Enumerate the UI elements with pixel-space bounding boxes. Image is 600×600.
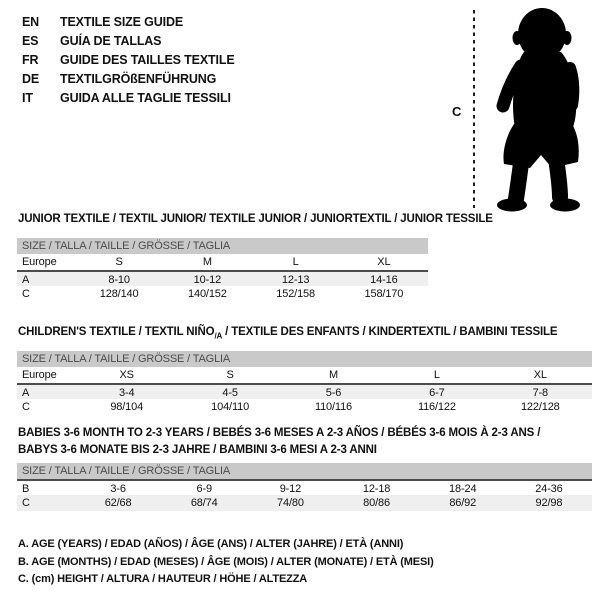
cell: 68/74 <box>190 497 218 509</box>
language-code: DE <box>22 71 40 86</box>
language-title: TEXTILE SIZE GUIDE <box>60 14 184 29</box>
cell: C <box>22 401 30 413</box>
cell: L <box>292 256 299 268</box>
cell: 18-24 <box>449 483 477 495</box>
cell: 7-8 <box>532 387 549 399</box>
title-text: CHILDREN'S TEXTILE / TEXTIL NIÑO <box>18 326 215 338</box>
cell: 9-12 <box>279 483 302 495</box>
cell: 104/110 <box>211 401 250 413</box>
height-measure-label: C <box>452 104 462 119</box>
language-title: GUIDA ALLE TAGLIE TESSILI <box>60 90 231 105</box>
language-title: GUÍA DE TALLAS <box>60 33 162 48</box>
cell: 140/152 <box>188 288 227 300</box>
language-code: ES <box>22 33 39 48</box>
cell: S <box>115 256 123 268</box>
cell: A <box>22 387 30 399</box>
cell: 110/116 <box>314 401 353 413</box>
cell: 14-16 <box>370 274 398 286</box>
cell: 3-6 <box>110 483 126 495</box>
list-item <box>22 88 235 107</box>
list-item <box>22 69 235 88</box>
title-line: BABYS 3-6 MONATE BIS 2-3 JAHRE / BAMBINI 3-6 MESI A 2-3 ANNI <box>18 444 377 456</box>
cell: 122/128 <box>520 401 560 413</box>
babies-section-title <box>18 425 540 459</box>
cell: XS <box>119 369 134 381</box>
cell: M <box>328 369 338 381</box>
cell: 116/122 <box>417 401 456 413</box>
cell: A <box>22 274 30 286</box>
cell: 6-7 <box>429 387 445 399</box>
cell: 10-12 <box>193 274 222 286</box>
cell: C <box>22 497 30 509</box>
baby-silhouette-icon <box>486 6 596 214</box>
table-row <box>17 254 428 270</box>
cell: 24-36 <box>535 483 563 495</box>
cell: M <box>202 256 212 268</box>
cell: XL <box>533 369 547 381</box>
cell: 152/158 <box>276 288 315 300</box>
cell: 92/98 <box>535 497 563 509</box>
cell: Europe <box>22 369 57 381</box>
baby-height-figure <box>450 6 598 214</box>
title-subscript: /A <box>214 331 223 341</box>
junior-size-table <box>17 238 428 302</box>
cell: C <box>22 288 30 300</box>
junior-section-title: JUNIOR TEXTILE / TEXTIL JUNIOR/ TEXTILE JUNIOR / JUNIORTEXTIL / JUNIOR TESSILE <box>18 213 493 225</box>
table-row <box>17 383 592 399</box>
cell: 74/80 <box>277 497 304 509</box>
cell: XL <box>377 256 391 268</box>
height-dashed-line <box>473 10 475 208</box>
size-table-header: SIZE / TALLA / TAILLE / GRÖSSE / TAGLIA <box>17 351 592 367</box>
language-code: FR <box>22 52 39 67</box>
language-title-list <box>22 12 235 107</box>
title-line: BABIES 3-6 MONTH TO 2-3 YEARS / BEBÉS 3-6 MESES A 2-3 AÑOS / BÉBÉS 3-6 MOIS À 2-3 ANS / <box>18 427 541 439</box>
cell: 8-10 <box>108 274 130 286</box>
title-text: / TEXTILE DES ENFANTS / KINDERTEXTIL / BAMBINI TESSILE <box>222 326 558 338</box>
children-size-table <box>17 351 592 415</box>
cell: 158/170 <box>364 288 404 300</box>
size-table-header: SIZE / TALLA / TAILLE / GRÖSSE / TAGLIA <box>17 463 592 479</box>
cell: 86/92 <box>449 497 477 509</box>
language-title: TEXTILGRÖßENFÜHRUNG <box>60 71 217 86</box>
table-row <box>17 495 592 511</box>
cell: L <box>433 369 440 381</box>
cell: 12-13 <box>281 274 310 286</box>
table-row <box>17 270 428 286</box>
table-row <box>17 399 592 415</box>
cell: 128/140 <box>99 288 139 300</box>
cell: 6-9 <box>196 483 212 495</box>
list-item <box>22 50 235 69</box>
table-row <box>17 479 592 495</box>
list-item <box>22 12 235 31</box>
babies-size-table <box>17 463 592 511</box>
children-section-title <box>18 324 557 344</box>
cell: 98/104 <box>110 401 144 413</box>
language-title: GUIDE DES TAILLES TEXTILE <box>60 52 235 67</box>
cell: 5-6 <box>325 387 342 399</box>
language-code: IT <box>22 90 33 105</box>
list-item <box>22 31 235 50</box>
table-row <box>17 367 592 383</box>
cell: 80/86 <box>363 497 390 509</box>
cell: 4-5 <box>222 387 238 399</box>
note-height-cm: C. (cm) HEIGHT / ALTURA / HAUTEUR / HÖHE / ALTEZZA <box>18 573 308 585</box>
cell: 3-4 <box>118 387 135 399</box>
cell: 12-18 <box>362 483 391 495</box>
cell: 62/68 <box>104 497 132 509</box>
language-code: EN <box>22 14 40 29</box>
note-age-months: B. AGE (MONTHS) / EDAD (MESES) / ÂGE (MOIS) / ALTER (MONATE) / ETÀ (MESI) <box>18 555 434 568</box>
table-row <box>17 286 428 302</box>
legend-notes <box>18 536 434 589</box>
cell: B <box>22 483 30 495</box>
cell: Europe <box>22 256 57 268</box>
size-table-header: SIZE / TALLA / TAILLE / GRÖSSE / TAGLIA <box>17 238 428 254</box>
note-age-years: A. AGE (YEARS) / EDAD (AÑOS) / ÂGE (ANS) / ALTER (JAHRE) / ETÀ (ANNI) <box>18 538 404 550</box>
cell: S <box>226 369 234 381</box>
